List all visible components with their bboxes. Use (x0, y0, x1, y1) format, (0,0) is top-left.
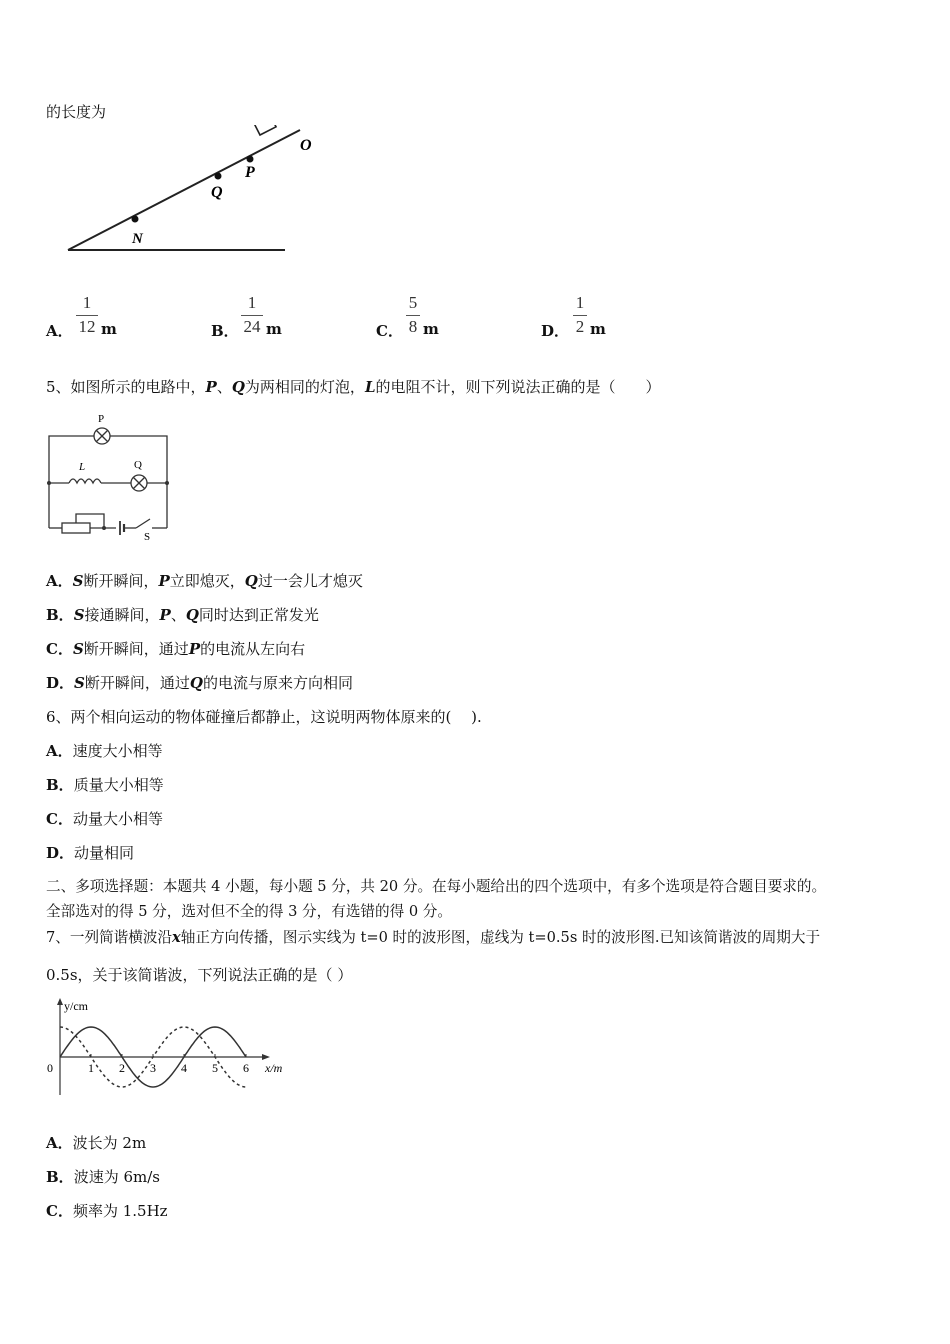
inductor-coil (69, 479, 101, 483)
x-tick-label: 4 (181, 1061, 187, 1075)
incline-figure (60, 125, 350, 260)
q5-stem: 5、如图所示的电路中，P、Q为两相同的灯泡，L的电阻不计，则下列说法正确的是（ ） (46, 378, 661, 396)
q7-option-a[interactable]: A．波长为 2m (46, 1134, 147, 1152)
circuit-label-p: P (98, 413, 105, 425)
circuit-label-l: L (79, 461, 86, 473)
section2-scoring: 全部选对的得 5 分，选对但不全的得 3 分，有选错的得 0 分。 (46, 903, 452, 920)
q5-option-b[interactable]: B．S接通瞬间，P、Q同时达到正常发光 (46, 606, 319, 624)
point-q (215, 173, 222, 180)
q6-option-b[interactable]: B．质量大小相等 (46, 776, 164, 794)
intro-tail: 的长度为 (46, 103, 107, 121)
q6-stem: 6、两个相向运动的物体碰撞后都静止，这说明两物体原来的( ). (46, 708, 482, 726)
q7-option-c[interactable]: C．频率为 1.5Hz (46, 1202, 168, 1220)
origin-label: 0 (47, 1061, 53, 1075)
point-p (247, 156, 254, 163)
rheostat (62, 523, 90, 533)
q5-option-d[interactable]: D．S断开瞬间，通过Q的电流与原来方向相同 (46, 674, 353, 692)
q5-option-a[interactable]: A．S断开瞬间，P立即熄灭，Q过一会儿才熄灭 (46, 572, 363, 590)
q7-stem-line1: 7、一列简谐横波沿x轴正方向传播，图示实线为 t=0 时的波形图，虚线为 t=0.5s 时的波形图.已知该简谐波的周期大于 (46, 929, 821, 946)
q6-option-a[interactable]: A．速度大小相等 (46, 742, 163, 760)
circuit-label-s: S (144, 531, 151, 543)
q7-option-b[interactable]: B．波速为 6m/s (46, 1168, 160, 1186)
circuit-label-q: Q (134, 459, 142, 471)
x-axis-label: x/m (265, 1061, 283, 1075)
label-p: P (245, 164, 255, 181)
incline-slope (68, 130, 300, 250)
block (254, 125, 276, 135)
label-q: Q (211, 184, 223, 201)
label-o: O (300, 137, 312, 154)
x-tick-label: 1 (88, 1061, 94, 1075)
switch-lever (136, 519, 150, 528)
point-n (132, 216, 139, 223)
x-tick-label: 2 (119, 1061, 125, 1075)
q6-option-d[interactable]: D．动量相同 (46, 844, 135, 862)
q7-stem-line2: 0.5s，关于该简谐波，下列说法正确的是（ ） (46, 966, 353, 984)
x-tick-label: 5 (212, 1061, 218, 1075)
y-axis-label: y/cm (64, 999, 88, 1013)
section2-heading: 二、多项选择题：本题共 4 小题，每小题 5 分，共 20 分。在每小题给出的四个选项中，有多个选项是符合题目要求的。 (46, 878, 827, 895)
label-n: N (132, 231, 143, 247)
wave-graph (44, 995, 294, 1100)
x-tick-label: 3 (150, 1061, 156, 1075)
q5-option-c[interactable]: C．S断开瞬间，通过P的电流从左向右 (46, 640, 306, 658)
circuit-figure (44, 408, 174, 543)
q6-option-c[interactable]: C．动量大小相等 (46, 810, 163, 828)
x-tick-label: 6 (243, 1061, 249, 1075)
